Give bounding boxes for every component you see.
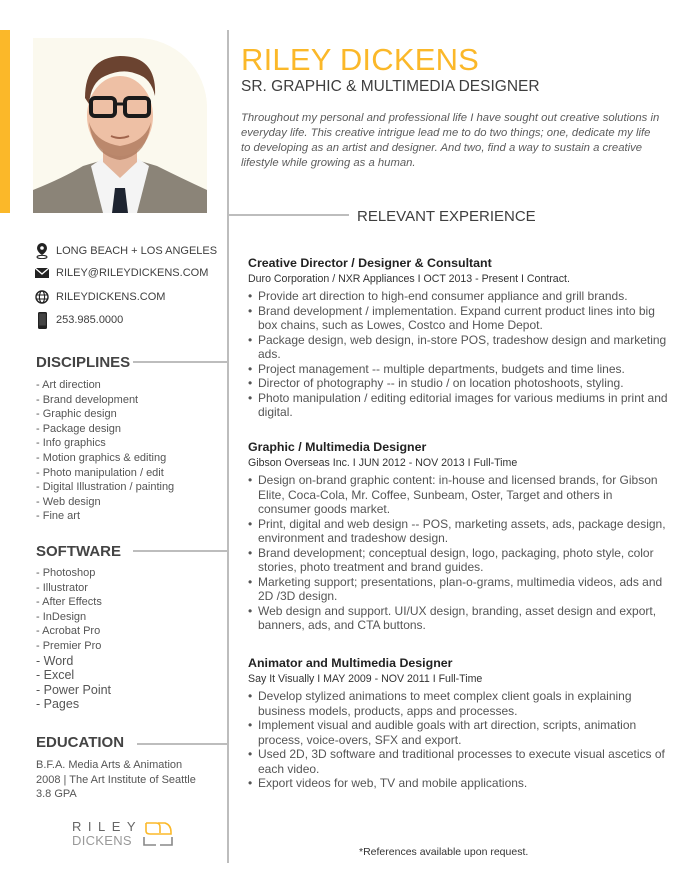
job-entry [248,256,668,420]
software-item: - Premier Pro [36,639,102,652]
education-heading: EDUCATION [36,734,125,751]
contact-email-text[interactable]: RILEY@RILEYDICKENS.COM [56,267,209,279]
software-item: - Word [36,653,74,668]
contact-location [35,243,217,259]
job-bullet: • Web design and support. UI/UX design, branding, asset design and export, banners, ads, and CTA buttons. [248,604,668,633]
phone-icon [35,312,49,328]
discipline-item: - Art direction [36,379,101,391]
education-heading-rule [137,743,228,745]
discipline-item: - Photo manipulation / edit [36,466,164,479]
discipline-item: - Fine art [36,510,81,523]
job-bullet: • Marketing support; presentations, plan-o-grams, multimedia videos, ads and 2D /3D design. [248,575,668,604]
contact-phone-text: 253.985.0000 [56,314,124,326]
software-item: - Photoshop [36,567,96,579]
globe-icon [35,289,49,305]
job-bullet: • Brand development / implementation. Expand current product lines into big box chains, such as Lowes, Costco and Home Depot. [248,304,668,333]
job-subtitle: Gibson Overseas Inc. I JUN 2012 - NOV 2013 I Full-Time [248,457,518,469]
job-subtitle: Duro Corporation / NXR Appliances I OCT 2013 - Present I Contract. [248,273,570,285]
job-bullet: • Provide art direction to high-end consumer appliance and grill brands. [248,289,668,304]
education-details [36,758,196,802]
discipline-item: - Motion graphics & editing [36,451,167,464]
disciplines-heading: DISCIPLINES [36,354,131,371]
references-note: *References available upon request. [359,846,529,858]
contact-location-text: LONG BEACH + LOS ANGELES [56,245,218,257]
software-list [36,566,111,712]
job-bullet: • Director of photography -- in studio / on location photoshoots, styling. [248,376,668,391]
experience-heading: RELEVANT EXPERIENCE [357,208,536,225]
software-heading-rule [133,550,228,552]
map-pin-icon [35,243,49,259]
contact-email[interactable] [35,265,208,281]
job-bullet: • Photo manipulation / editing editorial images for various mediums in print and digital. [248,391,668,420]
job-bullets [248,289,668,420]
job-title: Graphic / Multimedia Designer [248,440,427,454]
disciplines-list [36,378,174,524]
software-item: - After Effects [36,596,102,609]
profile-photo [33,38,207,213]
job-bullet: • Brand development; conceptual design, logo, packaging, photo style, color stories, photo treatment and brand guides. [248,546,668,575]
software-item: - Acrobat Pro [36,625,101,638]
job-title: Creative Director / Designer & Consultant [248,256,492,270]
job-bullet: • Used 2D, 3D software and traditional processes to execute visual ascetics of each video. [248,747,668,776]
logo-line-2: DICKENS [72,833,132,848]
job-bullet: • Design on-brand graphic content: in-house and licensed brands, for Gibson Elite, Coca-Cola, Mr. Coffee, Sunbeam, Oster, Target and others in consumer goods market. [248,473,668,517]
job-bullet: • Implement visual and audible goals with art direction, scripts, animation process, voice-overs, SFX and export. [248,718,668,747]
job-bullets [248,689,668,791]
job-title: Animator and Multimedia Designer [248,656,453,670]
software-item: - Power Point [36,682,112,697]
software-heading: SOFTWARE [36,543,121,560]
discipline-item: - Info graphics [36,437,106,450]
discipline-item: - Digital Illustration / painting [36,481,175,494]
job-bullet: • Print, digital and web design -- POS, marketing assets, ads, package design, environment and tradeshow design. [248,517,668,546]
profile-summary: Throughout my personal and professional life I have sought out creative solutions in everyday life. This creative intrigue lead me to do two things; one, dedicate my life to developing as an artist and designer. And two, find a way to sustain a creative lifestyle while growing as a human. [241,112,660,169]
education-school: 2008 | The Art Institute of Seattle [36,773,196,786]
contact-website[interactable] [35,289,165,305]
contact-website-text[interactable]: RILEYDICKENS.COM [56,291,166,303]
candidate-title: SR. GRAPHIC & MULTIMEDIA DESIGNER [241,78,540,95]
discipline-item: - Web design [36,495,101,508]
software-item: - Excel [36,668,75,683]
column-divider [227,30,229,863]
software-item: - Pages [36,697,80,712]
education-gpa: 3.8 GPA [36,788,77,801]
job-entry [248,440,668,633]
job-bullet: • Export videos for web, TV and mobile applications. [248,776,668,791]
candidate-name: RILEY DICKENS [241,42,480,77]
education-degree: B.F.A. Media Arts & Animation [36,759,183,771]
logo-mark-icon [143,821,173,847]
job-entry [248,656,668,791]
job-subtitle: Say It Visually I MAY 2009 - NOV 2011 I Full-Time [248,673,483,685]
software-item: - InDesign [36,610,87,623]
accent-bar [0,30,10,213]
discipline-item: - Package design [36,422,121,435]
brand-logo [72,820,173,848]
discipline-item: - Brand development [36,393,139,406]
discipline-item: - Graphic design [36,408,117,421]
job-bullets [248,473,668,633]
contact-phone [35,312,123,328]
job-bullet: • Package design, web design, in-store POS, tradeshow design and marketing ads. [248,333,668,362]
job-bullet: • Project management -- multiple departments, budgets and time lines. [248,362,668,377]
disciplines-heading-rule [133,361,228,363]
envelope-icon [35,265,49,281]
logo-line-1: RILEY [72,819,143,834]
job-bullet: • Develop stylized animations to meet complex client goals in explaining business models, products, apps and processes. [248,689,668,718]
software-item: - Illustrator [36,581,88,594]
experience-heading-rule [229,214,349,216]
